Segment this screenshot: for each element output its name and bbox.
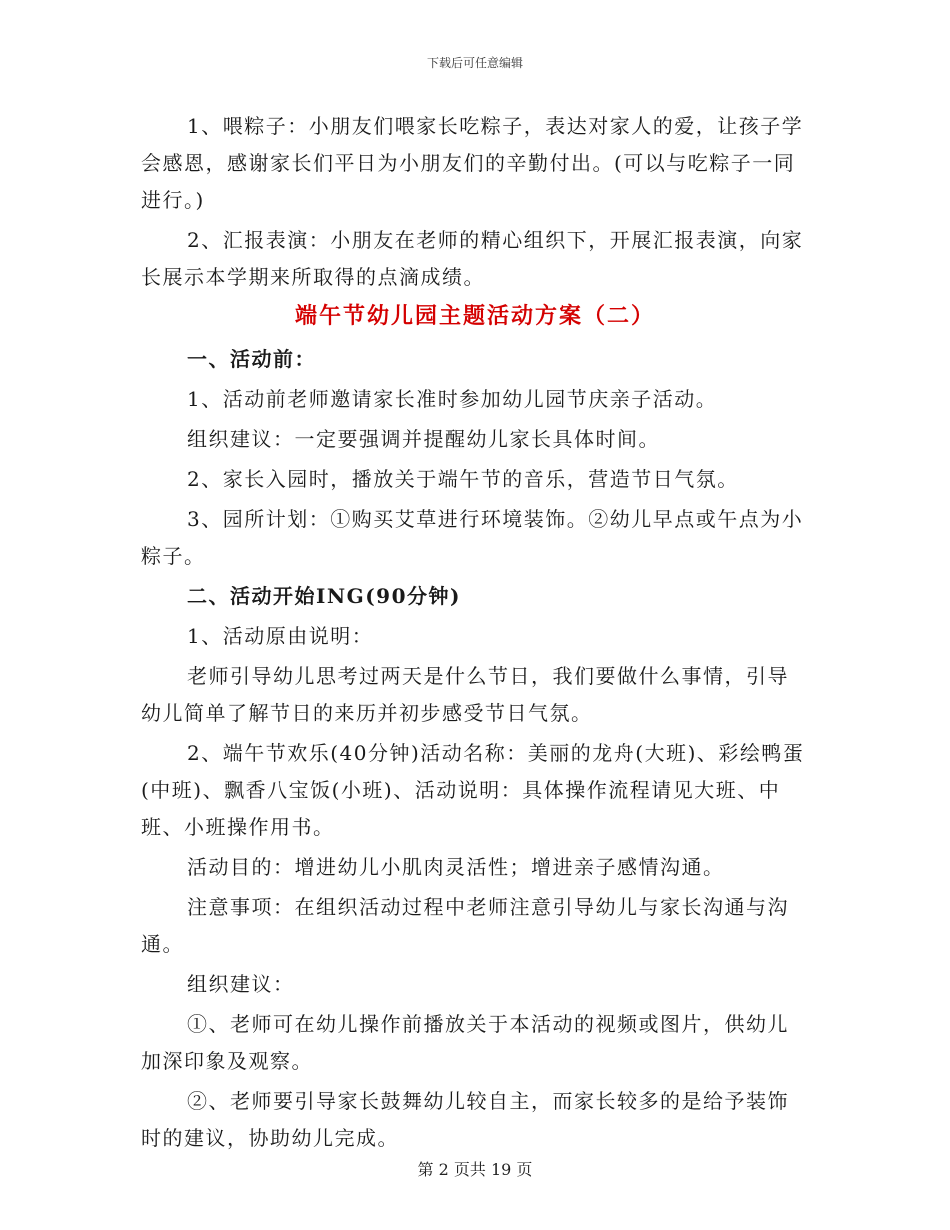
section-title: 端午节幼儿园主题活动方案（二） — [294, 303, 655, 329]
page-header-note: 下载后可任意编辑 — [426, 56, 523, 70]
paragraph-suggestion-item-2: ②、老师要引导家长鼓舞幼儿较自主，而家长较多的是给予装饰时的建议，协助幼儿完成。 — [141, 1089, 789, 1150]
paragraph-festival-fun: 2、端午节欢乐(40分钟)活动名称：美丽的龙舟(大班)、彩绘鸭蛋(中班)、飘香八宝饭(小班)、活动说明：具体操作流程请见大班、中班、小班操作用书。 — [141, 741, 805, 839]
paragraph-organize-suggestion-1: 组织建议：一定要强调并提醒幼儿家长具体时间。 — [187, 427, 660, 451]
paragraph-feed-zongzi: 1、喂粽子：小朋友们喂家长吃粽子，表达对家人的爱，让孩子学会感恩，感谢家长们平日为小朋友们的辛勤付出。(可以与吃粽子一同进行。) — [141, 114, 804, 212]
page-footer: 第 2 页共 19 页 — [417, 1160, 533, 1179]
paragraph-invite-parents: 1、活动前老师邀请家长准时参加幼儿园节庆亲子活动。 — [187, 387, 718, 411]
paragraph-activity-goal: 活动目的：增进幼儿小肌肉灵活性；增进亲子感情沟通。 — [187, 855, 725, 879]
paragraph-notes: 注意事项：在组织活动过程中老师注意引导幼儿与家长沟通与沟通。 — [141, 895, 789, 956]
paragraph-report-performance: 2、汇报表演：小朋友在老师的精心组织下，开展汇报表演，向家长展示本学期来所取得的点滴成绩。 — [141, 228, 804, 289]
paragraph-reason-explanation: 1、活动原由说明： — [187, 624, 374, 648]
paragraph-kindergarten-plan: 3、园所计划：①购买艾草进行环境装饰。②幼儿早点或午点为小粽子。 — [141, 507, 804, 568]
paragraph-teacher-guide: 老师引导幼儿思考过两天是什么节日，我们要做什么事情，引导幼儿简单了解节日的来历并初步感受节日气氛。 — [141, 664, 789, 725]
paragraph-play-music: 2、家长入园时，播放关于端午节的音乐，营造节日气氛。 — [187, 467, 739, 491]
heading-activity-start: 二、活动开始ING(90分钟) — [187, 584, 461, 608]
document-body — [141, 108, 809, 1157]
paragraph-organize-suggestion-2: 组织建议： — [187, 972, 295, 996]
paragraph-suggestion-item-1: ①、老师可在幼儿操作前播放关于本活动的视频或图片，供幼儿加深印象及观察。 — [141, 1012, 789, 1073]
heading-before-activity: 一、活动前： — [187, 347, 316, 371]
